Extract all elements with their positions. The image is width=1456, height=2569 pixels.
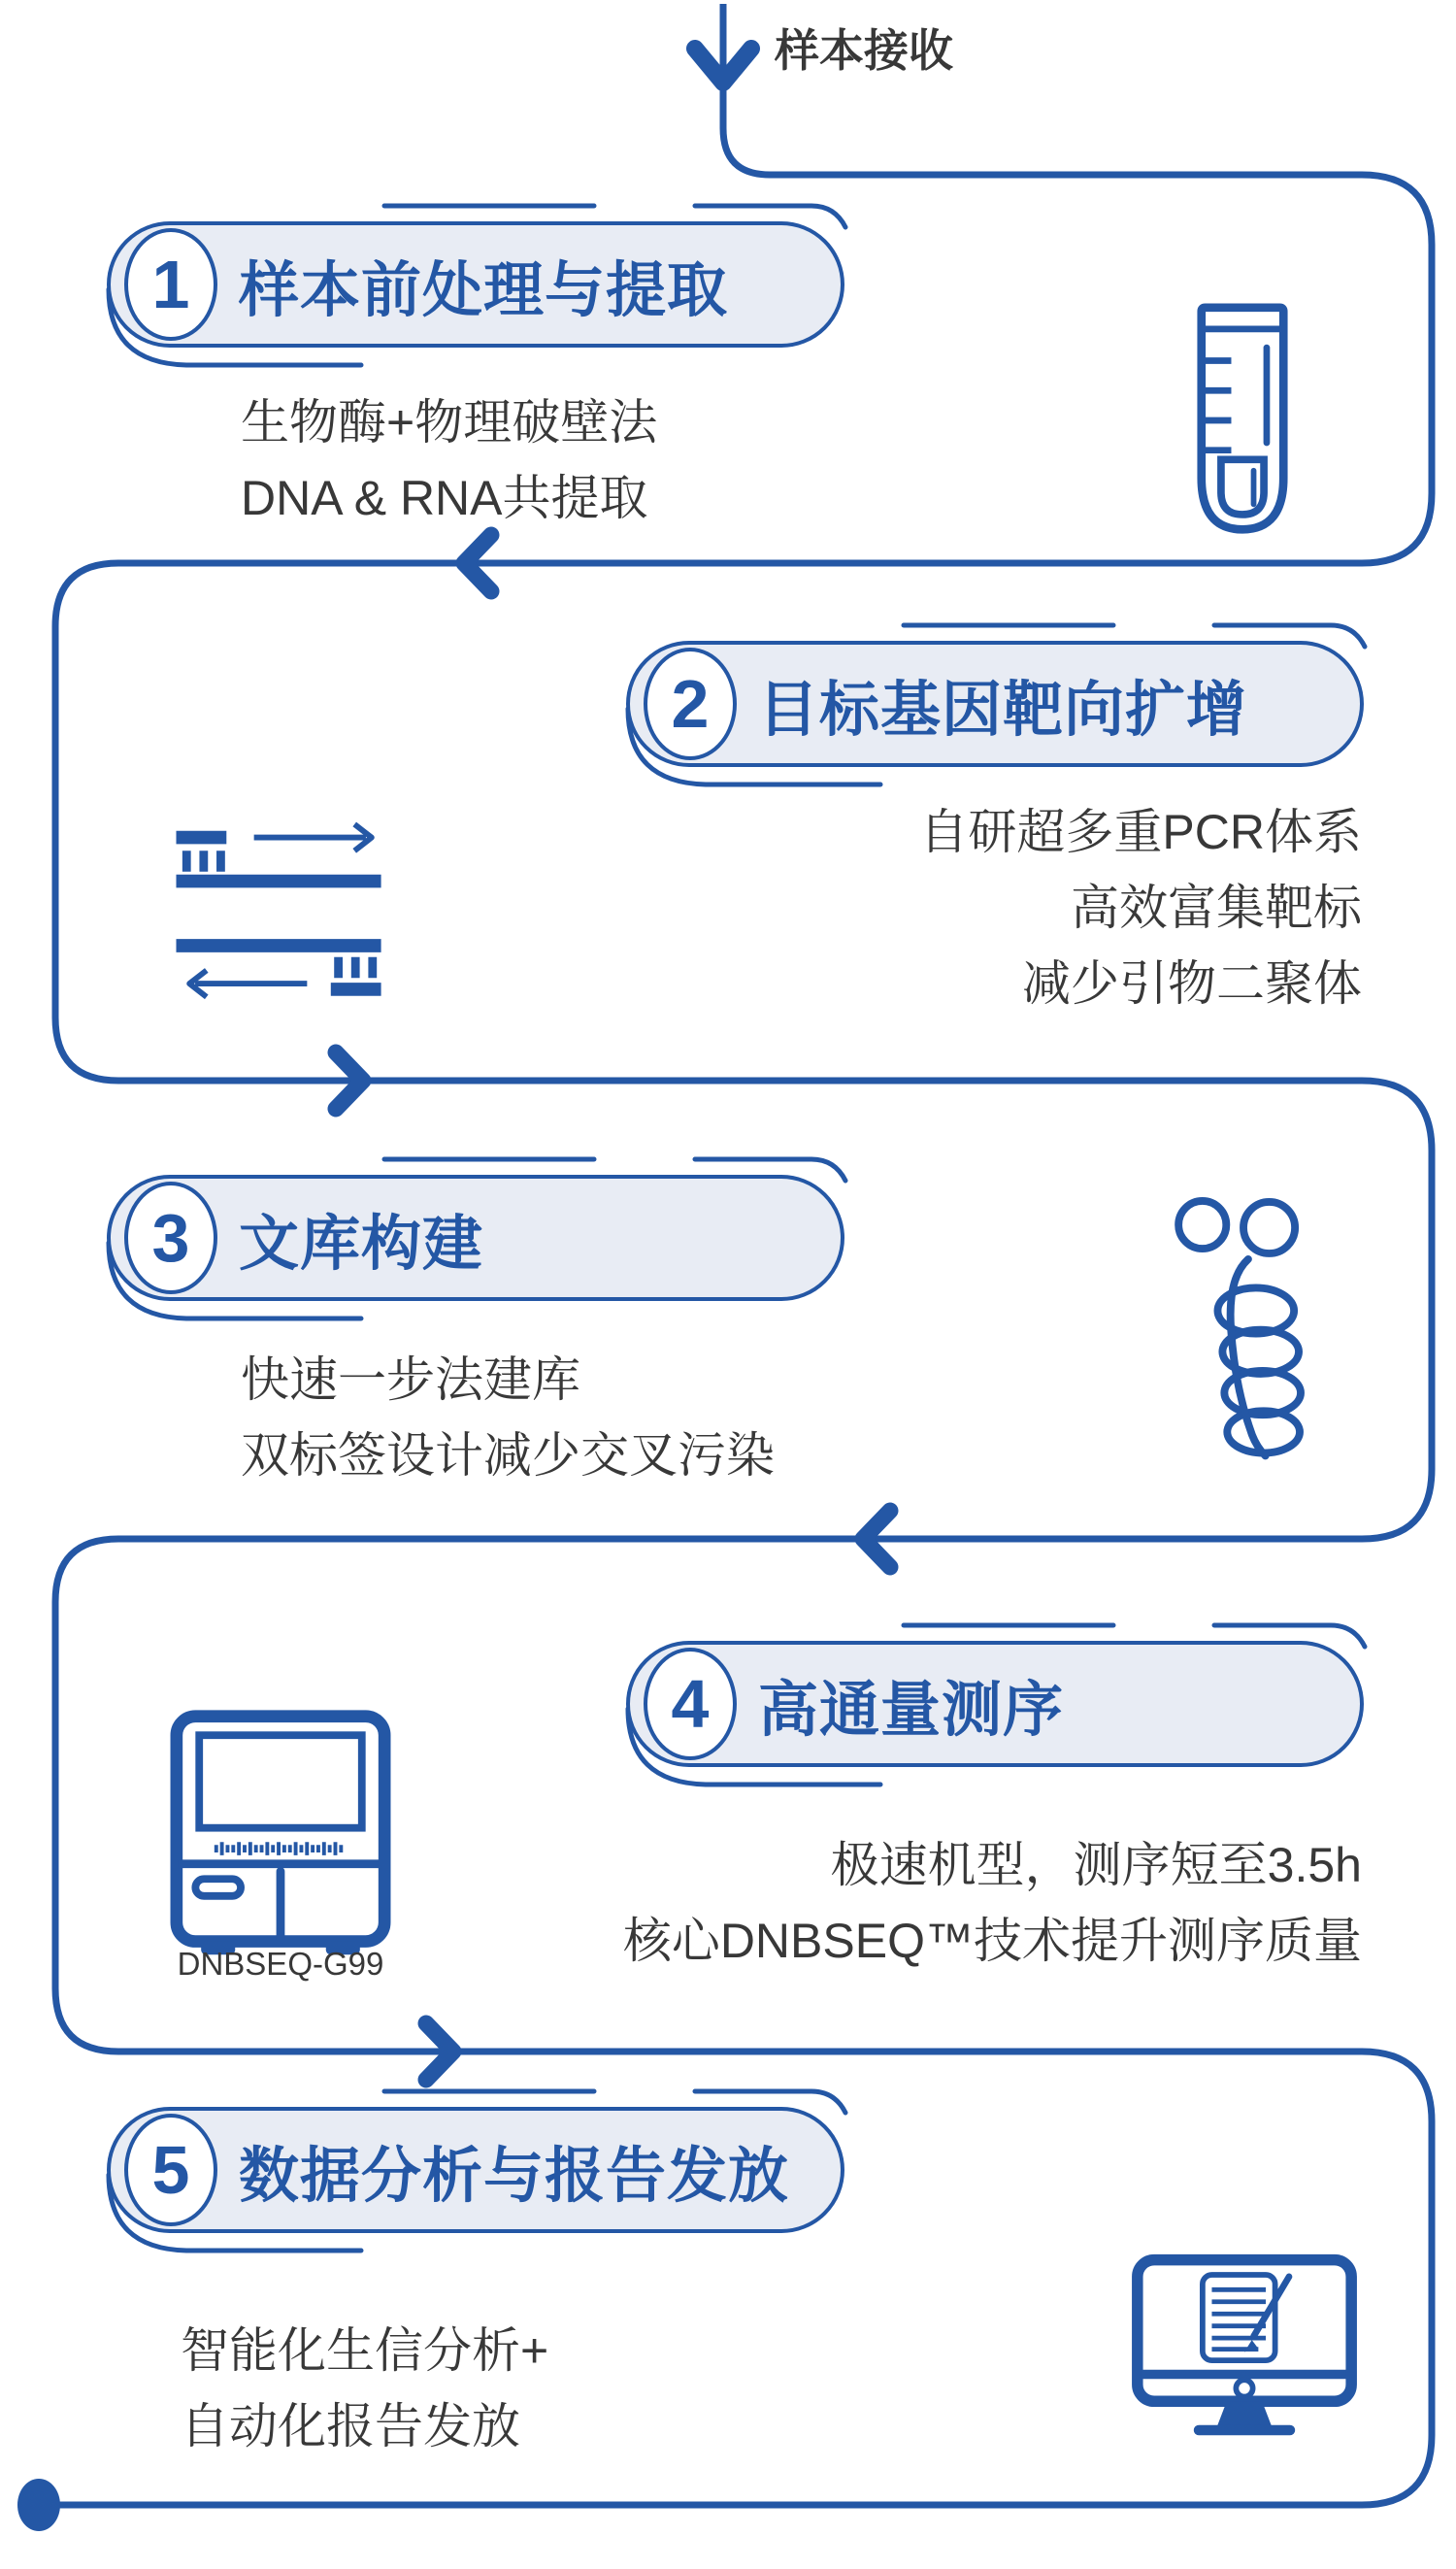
step-3-desc-line: 双标签设计减少交叉污染 [241,1428,775,1483]
step-1-desc-line: 生物酶+物理破壁法 [241,395,658,450]
step-1-number: 1 [124,228,217,341]
step-4-title: 高通量测序 [758,1676,1065,1744]
step-3-badge [107,1175,844,1301]
step-2-desc-line: 减少引物二聚体 [1022,956,1362,1011]
step-1-description [241,384,657,536]
step-3-number: 3 [124,1182,217,1294]
step-5-number: 5 [124,2114,217,2226]
step-2-desc-line: 高效富集靶标 [1071,881,1362,935]
step-2-description [919,794,1362,1021]
start-label: 样本接收 [775,25,953,76]
step-1-desc-line: DNA & RNA共提取 [241,471,648,525]
sequencer-icon [167,1707,394,1962]
step-4-badge [626,1641,1364,1767]
step-2-title: 目标基因靶向扩增 [758,676,1248,744]
step-5-description [181,2313,548,2464]
report-monitor-icon [1128,2252,1361,2452]
dna-library-coil-icon [1167,1196,1322,1483]
step-3-desc-line: 快速一步法建库 [241,1352,580,1407]
sequencer-model-label: DNBSEQ-G99 [177,1946,384,1982]
step-3-description [241,1342,775,1493]
step-4-number: 4 [644,1648,737,1760]
step-2-number: 2 [644,648,737,760]
step-4-desc-line: 极速机型，测序短至3.5h [830,1838,1362,1892]
step-3-title: 文库构建 [239,1210,484,1278]
step-5-desc-line: 自动化报告发放 [181,2399,520,2453]
step-4-description [623,1827,1362,1979]
step-2-badge [626,641,1364,767]
step-2-desc-line: 自研超多重PCR体系 [919,805,1362,859]
step-1-badge [107,221,844,348]
step-5-desc-line: 智能化生信分析+ [181,2323,549,2378]
step-1-title: 样本前处理与提取 [239,256,729,324]
step-5-badge [107,2107,844,2233]
step-4-desc-line: 核心DNBSEQ™技术提升测序质量 [622,1914,1362,1968]
flow-end-dot [17,2479,60,2531]
pcr-primers-icon [153,820,408,1029]
step-5-title: 数据分析与报告发放 [239,2142,790,2210]
test-tube-icon [1196,303,1289,536]
